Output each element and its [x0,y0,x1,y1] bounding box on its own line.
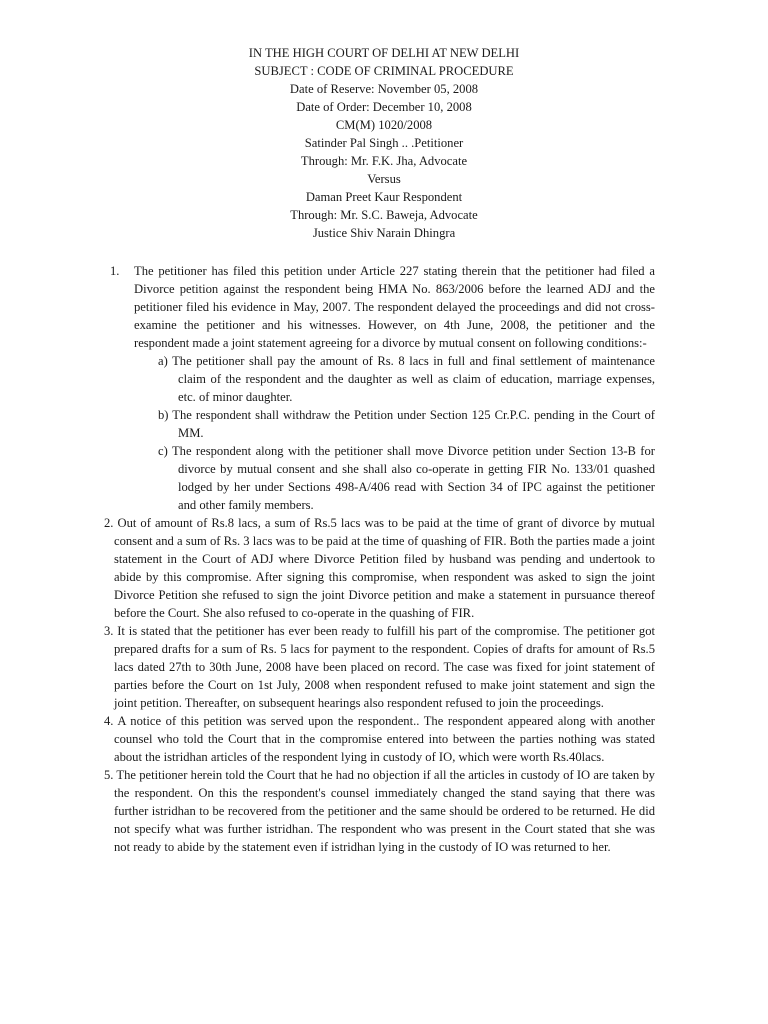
condition-text: The petitioner shall pay the amount of Rs. 8 lacs in full and final settlement of maintenance claim of the respondent and the daughter as well as claim of education, marriage expenses, etc. of minor daughter. [172,354,655,404]
date-of-reserve: Date of Reserve: November 05, 2008 [289,82,479,96]
condition-c [158,442,655,514]
case-header [0,44,768,242]
paragraph-number: 1. [110,264,120,278]
condition-label: b) [158,408,173,422]
paragraph-text: The petitioner herein told the Court that he had no objection if all the articles in custody of IO are taken by the respondent. On this the respondent's counsel immediately changed the stand saying that there was further istridhan to be recovered from the petitioner and the same should be ordered to be returned. He did not specify what was further istridhan. The respondent who was present in the Court stated that she was not ready to abide by the statement even if istridhan lying in the custody of IO was returned to her. [114,768,655,854]
paragraph-5 [104,766,655,856]
paragraph-1 [112,262,655,352]
court-name: IN THE HIGH COURT OF DELHI AT NEW DELHI [248,46,520,60]
paragraph-number: 5. [104,768,117,782]
paragraph-number: 4. [104,714,118,728]
petitioner-name: Satinder Pal Singh .. .Petitioner [304,136,464,150]
case-number: CM(M) 1020/2008 [335,118,433,132]
paragraph-number: 3. [104,624,118,638]
versus-label: Versus [367,172,401,186]
condition-text: The respondent along with the petitioner shall move Divorce petition under Section 13-B for divorce by mutual consent and she shall also co-operate in getting FIR No. 133/01 quashed lodged by her under Sections 498-A/406 read with Section 34 of IPC against the petitioner and other family members. [171,444,655,512]
condition-b [158,406,655,442]
paragraph-text: It is stated that the petitioner has ever been ready to fulfill his part of the compromise. The petitioner got prepared drafts for a sum of Rs. 5 lacs for payment to the respondent. Copies of drafts for amount of Rs.5 lacs dated 27th to 30th June, 2008 have been placed on record. The case was fixed for joint statement of parties before the Court on 1st July, 2008 when respondent refused to make joint statement and sign the joint petition. Thereafter, on subsequent hearings also respondent refused to join the proceedings. [114,624,655,710]
condition-label: a) [158,354,173,368]
subject-line: SUBJECT : CODE OF CRIMINAL PROCEDURE [254,64,514,78]
paragraph-2 [104,514,655,622]
petitioner-counsel: Through: Mr. F.K. Jha, Advocate [300,154,468,168]
respondent-name: Daman Preet Kaur Respondent [305,190,463,204]
paragraph-4 [104,712,655,766]
paragraph-text: A notice of this petition was served upon the respondent.. The respondent appeared along with another counsel who told the Court that in the compromise entered into between the parties nothing was stated about the istridhan articles of the respondent lying in custody of IO, which were worth Rs.40lacs. [114,714,655,764]
respondent-counsel: Through: Mr. S.C. Baweja, Advocate [290,208,478,222]
judge-name: Justice Shiv Narain Dhingra [312,226,456,240]
judgment-body [104,262,656,856]
paragraph-number: 2. [104,516,118,530]
paragraph-text: The petitioner has filed this petition under Article 227 stating therein that the petitioner had filed a Divorce petition against the respondent being HMA No. 863/2006 before the learned ADJ and the petitioner filed his evidence in May, 2007. The respondent delayed the proceedings and did not cross-examine the petitioner and his witnesses. However, on 4th June, 2008, the petitioner and the respondent made a joint statement agreeing for a divorce by mutual consent on following conditions:- [134,264,655,350]
condition-label: c) [158,444,172,458]
condition-a [158,352,655,406]
paragraph-3 [104,622,655,712]
paragraph-text: Out of amount of Rs.8 lacs, a sum of Rs.5 lacs was to be paid at the time of grant of divorce by mutual consent and a sum of Rs. 3 lacs was to be paid at the time of quashing of FIR. Both the parties made a joint statement in the Court of ADJ where Divorce Petition filed by husband was pending and undertook to abide by this compromise. After signing this compromise, when respondent was asked to sign the joint Divorce Petition she refused to sign the joint Divorce petition and make a statement in pursuance thereof before the Court. She also refused to co-operate in the quashing of FIR. [114,516,656,620]
date-of-order: Date of Order: December 10, 2008 [296,100,472,114]
condition-text: The respondent shall withdraw the Petition under Section 125 Cr.P.C. pending in the Court of MM. [172,408,655,440]
